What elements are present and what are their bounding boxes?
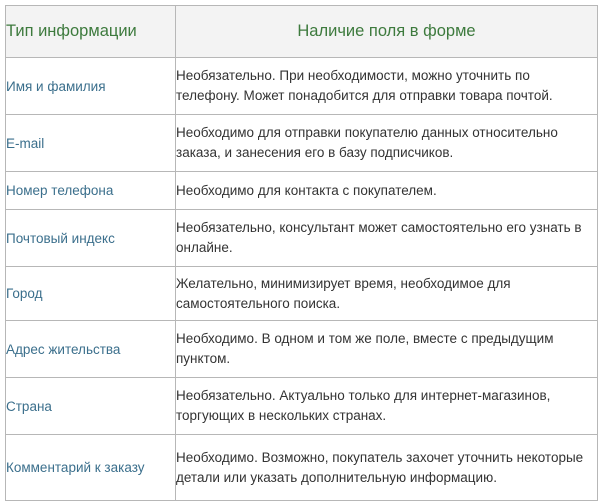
info-fields-table [5,5,598,501]
row-type-name: Адрес жительства [6,321,176,378]
row-description: Необходимо для отправки покупателю данных относительно заказа, и занесения его в базу подписчиков. [176,115,598,172]
table-row [6,210,598,267]
row-description: Необязательно. При необходимости, можно уточнить по телефону. Может понадобится для отправки товара почтой. [176,58,598,115]
row-type-name: Страна [6,378,176,435]
table-row [6,58,598,115]
row-type-name: Комментарий к заказу [6,435,176,501]
table-row [6,172,598,210]
table-row [6,321,598,378]
row-type-name: Город [6,267,176,321]
row-description: Необязательно. Актуально только для интернет-магазинов, торгующих в нескольких странах. [176,378,598,435]
row-type-name: Номер телефона [6,172,176,210]
table-row [6,435,598,501]
row-type-name: Имя и фамилия [6,58,176,115]
header-field-presence: Наличие поля в форме [176,6,598,58]
row-description: Необходимо. Возможно, покупатель захочет уточнить некоторые детали или указать дополнительную информацию. [176,435,598,501]
header-info-type: Тип информации [6,6,176,58]
table-row [6,115,598,172]
table-header-row [6,6,598,58]
row-type-name: E-mail [6,115,176,172]
row-type-name: Почтовый индекс [6,210,176,267]
row-description: Желательно, минимизирует время, необходимое для самостоятельного поиска. [176,267,598,321]
row-description: Необязательно, консультант может самостоятельно его узнать в онлайне. [176,210,598,267]
row-description: Необходимо. В одном и том же поле, вместе с предыдущим пунктом. [176,321,598,378]
row-description: Необходимо для контакта с покупателем. [176,172,598,210]
table-row [6,378,598,435]
table-row [6,267,598,321]
